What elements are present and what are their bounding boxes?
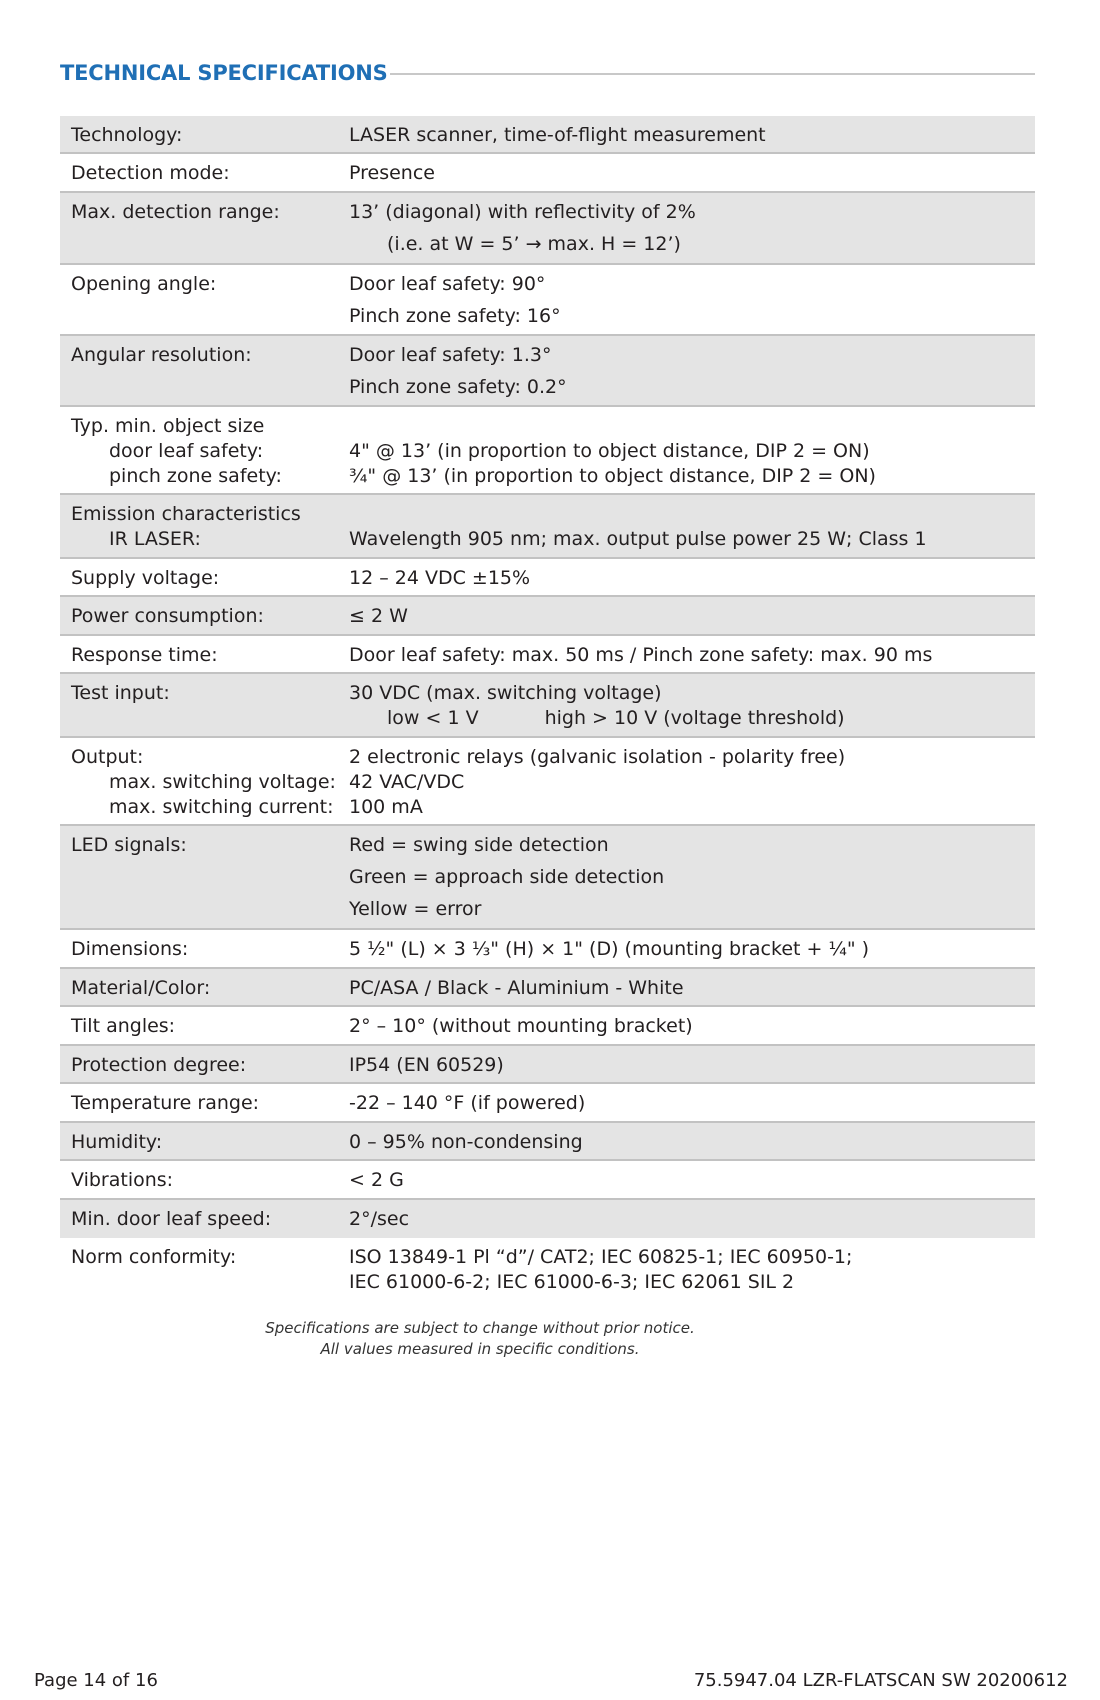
threshold-low: low < 1 V xyxy=(387,707,479,729)
spec-sublabel: max. switching current: xyxy=(109,796,334,818)
spec-label: LED signals: xyxy=(71,834,187,856)
spec-label xyxy=(60,414,349,493)
spec-value: 5 ½" (L) × 3 ⅓" (H) × 1" (D) (mounting bracket + ¼" ) xyxy=(349,938,870,960)
spec-value-line: IEC 61000-6-2; IEC 61000-6-3; IEC 62061 SIL 2 xyxy=(349,1271,795,1293)
spec-label: Angular resolution: xyxy=(71,344,252,366)
spec-label xyxy=(60,502,349,557)
spec-value xyxy=(349,502,1035,557)
spec-row-led-signals xyxy=(60,826,1035,930)
spec-label: Technology: xyxy=(71,124,183,146)
spec-label: Humidity: xyxy=(71,1131,163,1153)
spec-value-line: Green = approach side detection xyxy=(349,866,665,888)
spec-value: PC/ASA / Black - Aluminium - White xyxy=(349,977,684,999)
spec-value: LASER scanner, time-of-flight measurement xyxy=(349,124,766,146)
spec-value: 2° – 10° (without mounting bracket) xyxy=(349,1015,693,1037)
spec-label-line: Emission characteristics xyxy=(71,503,301,525)
spec-row-emission xyxy=(60,495,1035,559)
spec-value-line: 2 electronic relays (galvanic isolation - polarity free) xyxy=(349,746,846,768)
spec-label: Vibrations: xyxy=(71,1169,174,1191)
spec-label-line: Output: xyxy=(71,746,144,768)
spec-value: 0 – 95% non-condensing xyxy=(349,1131,583,1153)
spec-row-protection-degree xyxy=(60,1046,1035,1084)
spec-label: Supply voltage: xyxy=(71,567,220,589)
spec-value: 2°/sec xyxy=(349,1208,410,1230)
spec-row-angular-resolution xyxy=(60,336,1035,407)
spec-row-humidity xyxy=(60,1123,1035,1161)
spec-row-opening-angle xyxy=(60,265,1035,336)
spec-label: Opening angle: xyxy=(71,273,217,295)
spec-value-line: 100 mA xyxy=(349,796,423,818)
spec-label: Power consumption: xyxy=(71,605,264,627)
spec-row-tilt-angles xyxy=(60,1007,1035,1046)
spec-value xyxy=(349,745,1035,824)
section-header xyxy=(60,56,1035,90)
spec-label: Tilt angles: xyxy=(71,1015,176,1037)
spec-value-line: Pinch zone safety: 16° xyxy=(349,305,561,327)
spec-label: Material/Color: xyxy=(71,977,211,999)
spec-sublabel: pinch zone safety: xyxy=(109,465,282,487)
spec-value-line: ¾" @ 13’ (in proportion to object distance, DIP 2 = ON) xyxy=(349,465,876,487)
spec-value-line: (i.e. at W = 5’ → max. H = 12’) xyxy=(387,233,681,255)
spec-row-dimensions xyxy=(60,930,1035,969)
spec-row-technology xyxy=(60,116,1035,154)
spec-label: Protection degree: xyxy=(71,1054,247,1076)
spec-sublabel: IR LASER: xyxy=(109,528,201,550)
spec-value-line: Yellow = error xyxy=(349,898,482,920)
footnote-line: Specifications are subject to change without prior notice. xyxy=(265,1319,695,1337)
spec-label: Response time: xyxy=(71,644,218,666)
spec-value xyxy=(349,268,1035,334)
spec-value-line xyxy=(349,706,1035,731)
spec-label xyxy=(60,745,349,824)
spec-row-detection-mode xyxy=(60,154,1035,193)
spec-row-max-detection-range xyxy=(60,193,1035,265)
spec-value xyxy=(349,1245,1035,1302)
title-rule xyxy=(390,73,1035,75)
spec-value: 12 – 24 VDC ±15% xyxy=(349,567,531,589)
threshold-high: high > 10 V (voltage threshold) xyxy=(544,707,845,729)
spec-row-min-door-leaf-speed xyxy=(60,1200,1035,1238)
spec-value xyxy=(349,681,1035,736)
spec-value: IP54 (EN 60529) xyxy=(349,1054,504,1076)
spec-label: Detection mode: xyxy=(71,162,230,184)
spec-row-power-consumption xyxy=(60,597,1035,636)
page-number: Page 14 of 16 xyxy=(34,1670,158,1691)
spec-value-line: Door leaf safety: 90° xyxy=(349,273,546,295)
spec-sublabel: max. switching voltage: xyxy=(109,771,336,793)
spec-row-output xyxy=(60,738,1035,826)
spec-sublabel: door leaf safety: xyxy=(109,440,264,462)
spec-row-material-color xyxy=(60,969,1035,1007)
spec-value: ≤ 2 W xyxy=(349,605,408,627)
spec-value xyxy=(349,339,1035,405)
spec-value: Presence xyxy=(349,162,435,184)
spec-label-line: Typ. min. object size xyxy=(71,415,265,437)
spec-value-line: 42 VAC/VDC xyxy=(349,771,465,793)
spec-row-supply-voltage xyxy=(60,559,1035,597)
spec-value-line: Pinch zone safety: 0.2° xyxy=(349,376,567,398)
section-title: TECHNICAL SPECIFICATIONS xyxy=(60,61,388,85)
spec-value: < 2 G xyxy=(349,1169,404,1191)
spec-table xyxy=(60,116,1035,1302)
spec-label: Min. door leaf speed: xyxy=(71,1208,272,1230)
spec-label: Test input: xyxy=(71,682,170,704)
spec-value-line: 13’ (diagonal) with reflectivity of 2% xyxy=(349,201,696,223)
spec-value-line: Door leaf safety: 1.3° xyxy=(349,344,552,366)
spec-label: Dimensions: xyxy=(71,938,189,960)
spec-row-temperature-range xyxy=(60,1084,1035,1123)
footnote-line: All values measured in specific conditions. xyxy=(320,1340,640,1358)
spec-value-line: ISO 13849-1 Pl “d”/ CAT2; IEC 60825-1; IEC 60950-1; xyxy=(349,1246,853,1268)
spec-row-response-time xyxy=(60,636,1035,674)
spec-value-line: 4" @ 13’ (in proportion to object distance, DIP 2 = ON) xyxy=(349,440,870,462)
spec-value: Door leaf safety: max. 50 ms / Pinch zone safety: max. 90 ms xyxy=(349,644,933,666)
spec-value-line: 30 VDC (max. switching voltage) xyxy=(349,682,662,704)
spec-row-norm-conformity xyxy=(60,1238,1035,1302)
spec-label: Temperature range: xyxy=(71,1092,260,1114)
document-reference: 75.5947.04 LZR-FLATSCAN SW 20200612 xyxy=(693,1670,1068,1691)
footnote xyxy=(0,1318,960,1360)
spec-row-test-input xyxy=(60,674,1035,738)
spec-label: Norm conformity: xyxy=(71,1246,237,1268)
spec-value-line: Wavelength 905 nm; max. output pulse power 25 W; Class 1 xyxy=(349,528,927,550)
spec-row-vibrations xyxy=(60,1161,1035,1200)
spec-label: Max. detection range: xyxy=(71,201,280,223)
spec-value xyxy=(349,414,1035,493)
spec-value: -22 – 140 °F (if powered) xyxy=(349,1092,586,1114)
spec-value xyxy=(349,196,1035,263)
spec-value-line: Red = swing side detection xyxy=(349,834,609,856)
spec-row-min-object-size xyxy=(60,407,1035,495)
spec-value xyxy=(349,829,1035,928)
